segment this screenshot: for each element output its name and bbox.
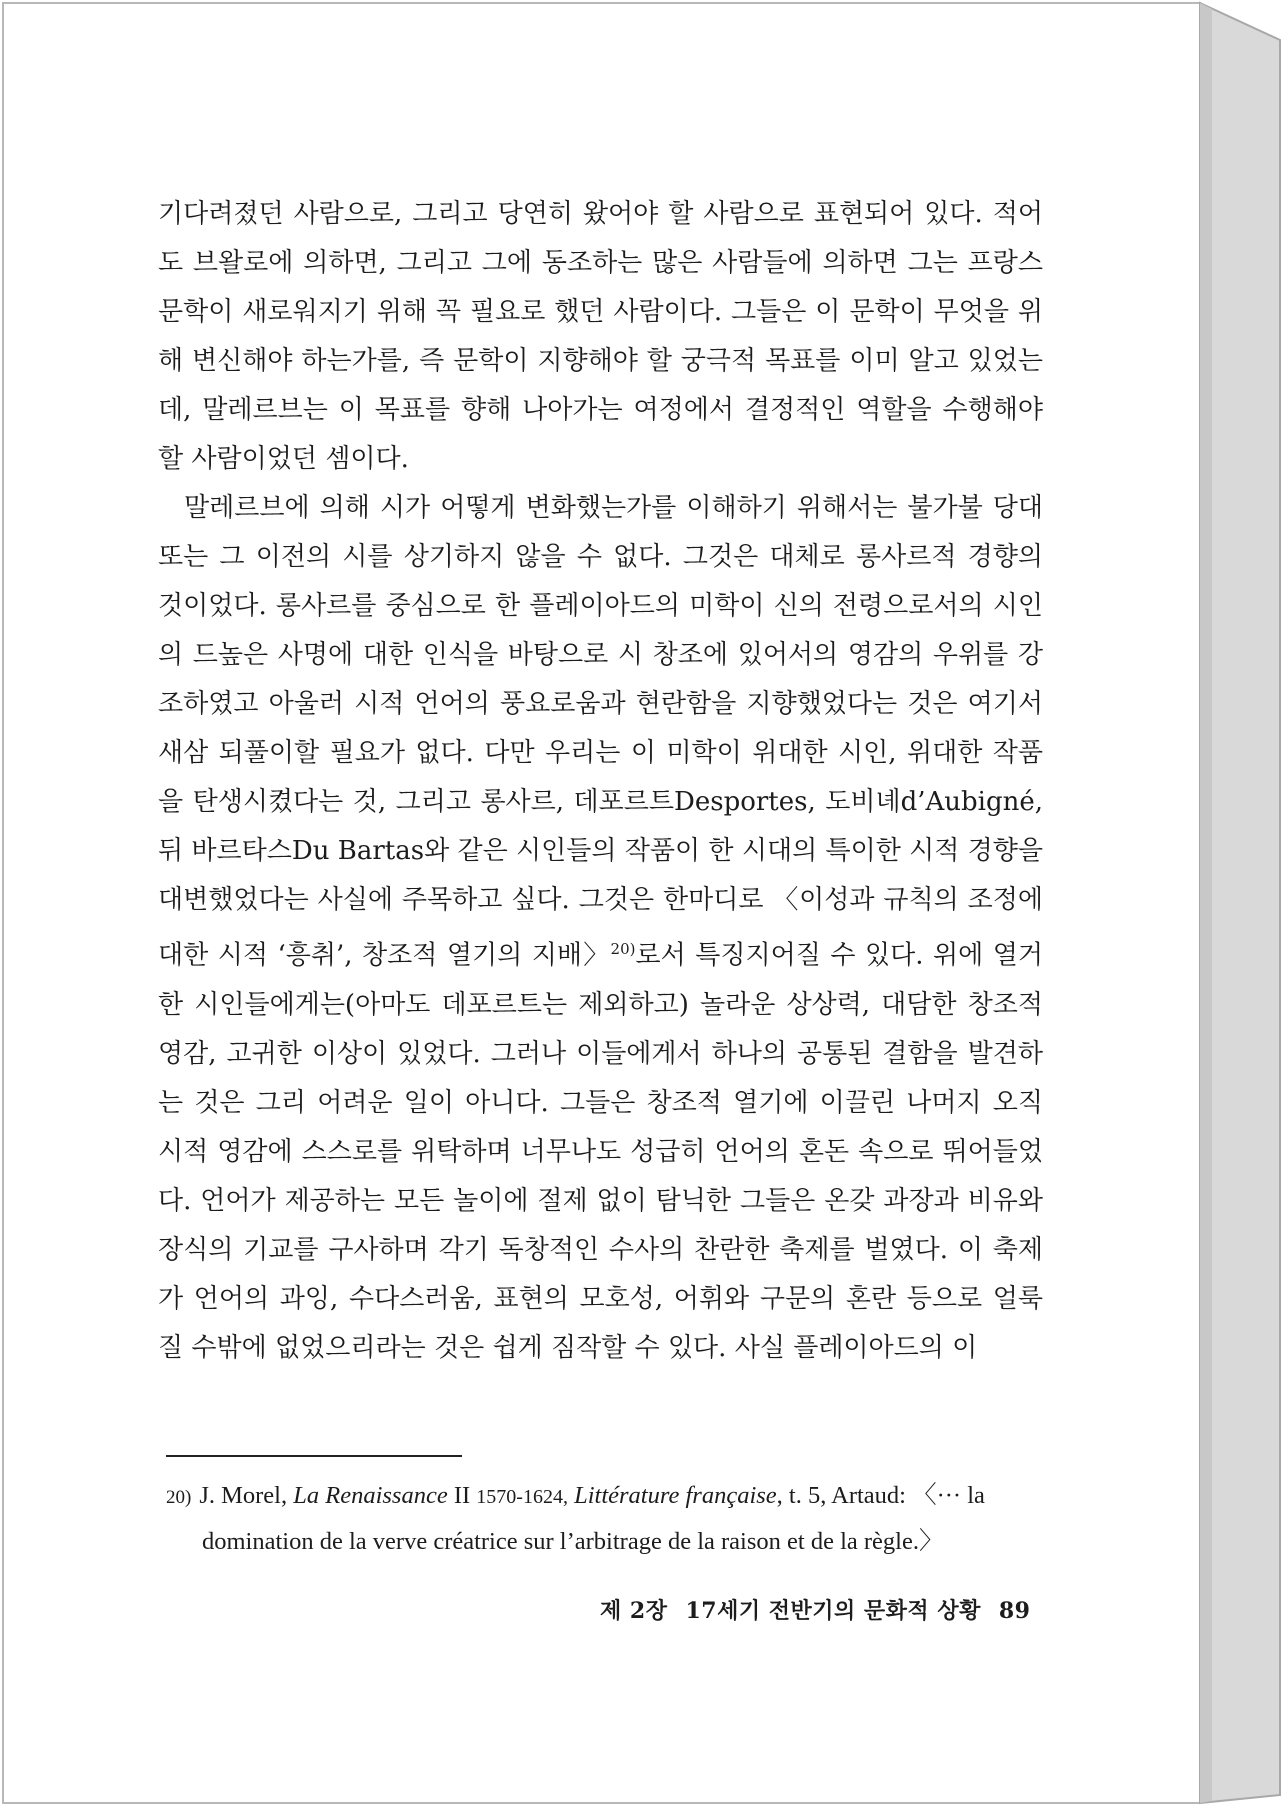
running-footer	[600, 1594, 1031, 1625]
page-spine-shadow	[1200, 3, 1212, 1803]
paragraph-2	[158, 484, 1043, 1373]
body-text	[158, 190, 1043, 1373]
paragraph-2-text-before: 말레르브에 의해 시가 어떻게 변화했는가를 이해하기 위해서는 불가불 당대 또는 그 이전의 시를 상기하지 않을 수 없다. 그것은 대체로 롱사르적 경향의 것이었다. 롱사르를 중심으로 한 플레이아드의 미학이 신의 전령으로서의 시인의 드높은 사명에 대한 인식을 바탕으로 시 창조에 있어서의 영감의 우위를 강조하였고 아울러 시적 언어의 풍요로움과 현란함을 지향했었다는 것은 여기서 새삼 되풀이할 필요가 없다. 다만 우리는 이 미학이 위대한 시인, 위대한 작품을 탄생시켰다는 것, 그리고 롱사르, 데포르트Desportes, 도비녜d’Aubigné, 뒤 바르타스Du Bartas와 같은 시인들의 작품이 한 시대의 특이한 시적 경향을 대변했었다는 사실에 주목하고 싶다. 그것은 한마디로 〈이성과 규칙의 조정에 대한 시적 ‘흥취’, 창조적 열기의 지배〉	[158, 493, 1043, 971]
paragraph-1: 기다려졌던 사람으로, 그리고 당연히 왔어야 할 사람으로 표현되어 있다. 적어도 브왈로에 의하면, 그리고 그에 동조하는 많은 사람들에 의하면 그는 프랑스 문학이 새로워지기 위해 꼭 필요로 했던 사람이다. 그들은 이 문학이 무엇을 위해 변신해야 하는가를, 즉 문학이 지향해야 할 궁극적 목표를 이미 알고 있었는데, 말레르브는 이 목표를 향해 나아가는 여정에서 결정적인 역할을 수행해야 할 사람이었던 셈이다.	[158, 199, 1043, 474]
footnote-details: , t. 5, Artaud:	[776, 1482, 906, 1509]
footnote-author: J. Morel,	[199, 1482, 288, 1509]
paragraph-2-text-after: 로서 특징지어질 수 있다. 위에 열거한 시인들에게는(아마도 데포르트는 제외하고) 놀라운 상상력, 대담한 창조적 영감, 고귀한 이상이 있었다. 그러나 이들에게서 하나의 공통된 결함을 발견하는 것은 그리 어려운 일이 아니다. 그들은 창조적 열기에 이끌린 나머지 오직 시적 영감에 스스로를 위탁하며 너무나도 성급히 언어의 혼돈 속으로 뛰어들었다. 언어가 제공하는 모든 놀이에 절제 없이 탐닉한 그들은 온갖 과장과 비유와 장식의 기교를 구사하며 각기 독창적인 수사의 찬란한 축제를 벌였다. 이 축제가 언어의 과잉, 수다스러움, 표현의 모호성, 어휘와 구문의 혼란 등으로 얼룩질 수밖에 없었으리라는 것은 쉽게 짐작할 수 있다. 사실 플레이아드의 이	[158, 940, 1043, 1363]
footnote-20	[166, 1474, 1046, 1564]
footnote-quote-line2: domination de la verve créatrice sur l’arbitrage de la raison et de la règle.〉	[202, 1528, 944, 1555]
footnote-title1: La Renaissance	[293, 1482, 448, 1509]
footer-chapter: 제 2장	[600, 1598, 668, 1624]
footnote-divider	[166, 1455, 462, 1457]
footnote-years: 1570-1624,	[476, 1486, 568, 1508]
page-number: 89	[998, 1598, 1031, 1624]
footnote-title2: Littérature française	[574, 1482, 777, 1509]
footnote-number: 20)	[166, 1487, 192, 1508]
footnote-title1-vol: II	[453, 1482, 471, 1509]
footer-section-title: 17세기 전반기의 문화적 상황	[685, 1598, 981, 1624]
footnote-quote-line1: 〈··· la	[912, 1482, 985, 1509]
footnote-ref-20: 20)	[610, 940, 636, 958]
